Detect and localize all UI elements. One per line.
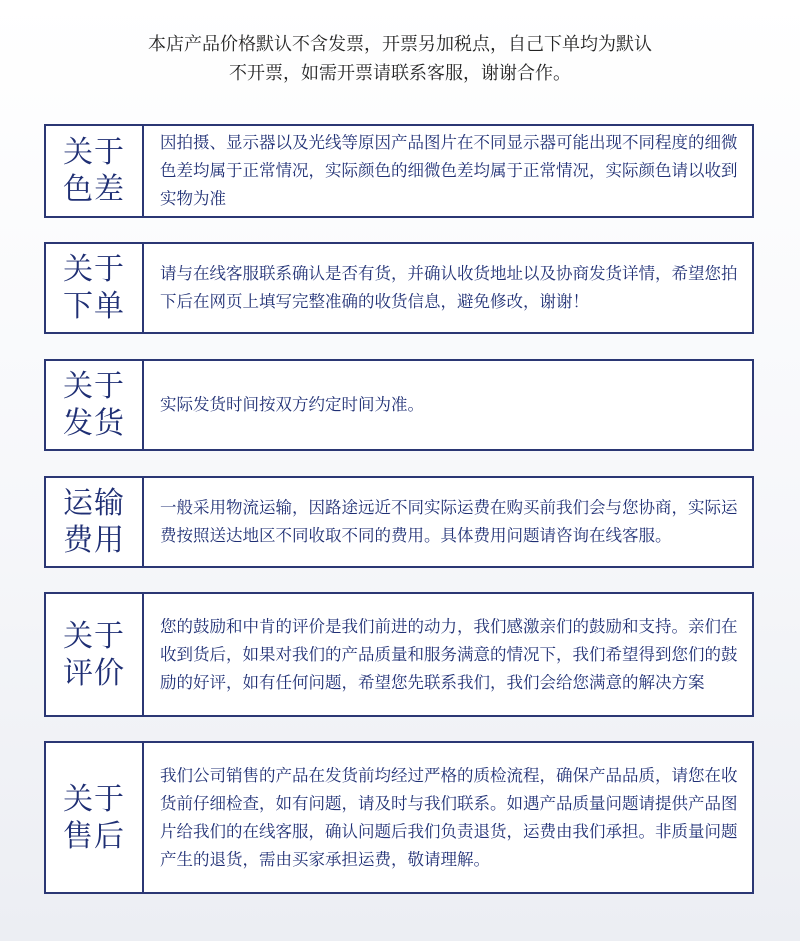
card-label-line2: 色差 [63,172,125,207]
card-content [144,126,752,216]
card-text: 请与在线客服联系确认是否有货，并确认收货地址以及协商发货详情，希望您拍下后在网页上填写完整准确的收货信息，避免修改，谢谢！ [160,264,738,311]
invoice-notice-line1: 本店产品价格默认不含发票，开票另加税点，自己下单均为默认 [148,34,652,55]
card-label-line2: 费用 [63,523,125,558]
card-content [144,743,752,892]
card-label-line1: 关于 [63,252,125,287]
card-after-sales [44,741,754,894]
card-shipping [44,359,754,451]
card-label-line2: 售后 [63,818,125,854]
card-label [46,478,144,566]
card-text: 因拍摄、显示器以及光线等原因产品图片在不同显示器可能出现不同程度的细微色差均属于正常情况，实际颜色的细微色差均属于正常情况，实际颜色请以收到实物为准 [160,133,738,208]
card-label-line2: 下单 [63,289,125,324]
card-reviews [44,592,754,717]
card-label [46,594,144,715]
card-shipping-cost [44,476,754,568]
card-label-line1: 关于 [63,618,125,654]
card-text: 我们公司销售的产品在发货前均经过严格的质检流程，确保产品品质，请您在收货前仔细检查，如有问题，请及时与我们联系。如遇产品质量问题请提供产品图片给我们的在线客服，确认问题后我们负责退货，运费由我们承担。非质量问题产生的退货，需由买家承担运费，敬请理解。 [160,765,738,869]
card-label [46,126,144,216]
card-label-line1: 关于 [63,781,125,817]
invoice-notice-line2: 不开票，如需开票请联系客服，谢谢合作。 [229,63,571,84]
card-ordering [44,242,754,334]
card-label [46,361,144,449]
card-text: 您的鼓励和中肯的评价是我们前进的动力，我们感激亲们的鼓励和支持。亲们在收到货后，如果对我们的产品质量和服务满意的情况下，我们希望得到您们的鼓励的好评，如有任何问题，希望您先联系我们，我们会给您满意的解决方案 [160,616,738,692]
card-label-line1: 关于 [63,369,125,404]
card-label [46,743,144,892]
card-text: 一般采用物流运输，因路途远近不同实际运费在购买前我们会与您协商，实际运费按照送达地区不同收取不同的费用。具体费用问题请咨询在线客服。 [160,498,738,545]
card-content [144,478,752,566]
card-content [144,244,752,332]
card-content [144,594,752,715]
card-label-line1: 运输 [63,486,125,521]
card-label-line2: 评价 [63,655,125,691]
card-content [144,361,752,449]
card-label-line2: 发货 [63,406,125,441]
card-label [46,244,144,332]
card-color-difference [44,124,754,218]
card-text: 实际发货时间按双方约定时间为准。 [160,395,424,414]
invoice-notice [0,30,800,88]
card-label-line1: 关于 [63,135,125,170]
